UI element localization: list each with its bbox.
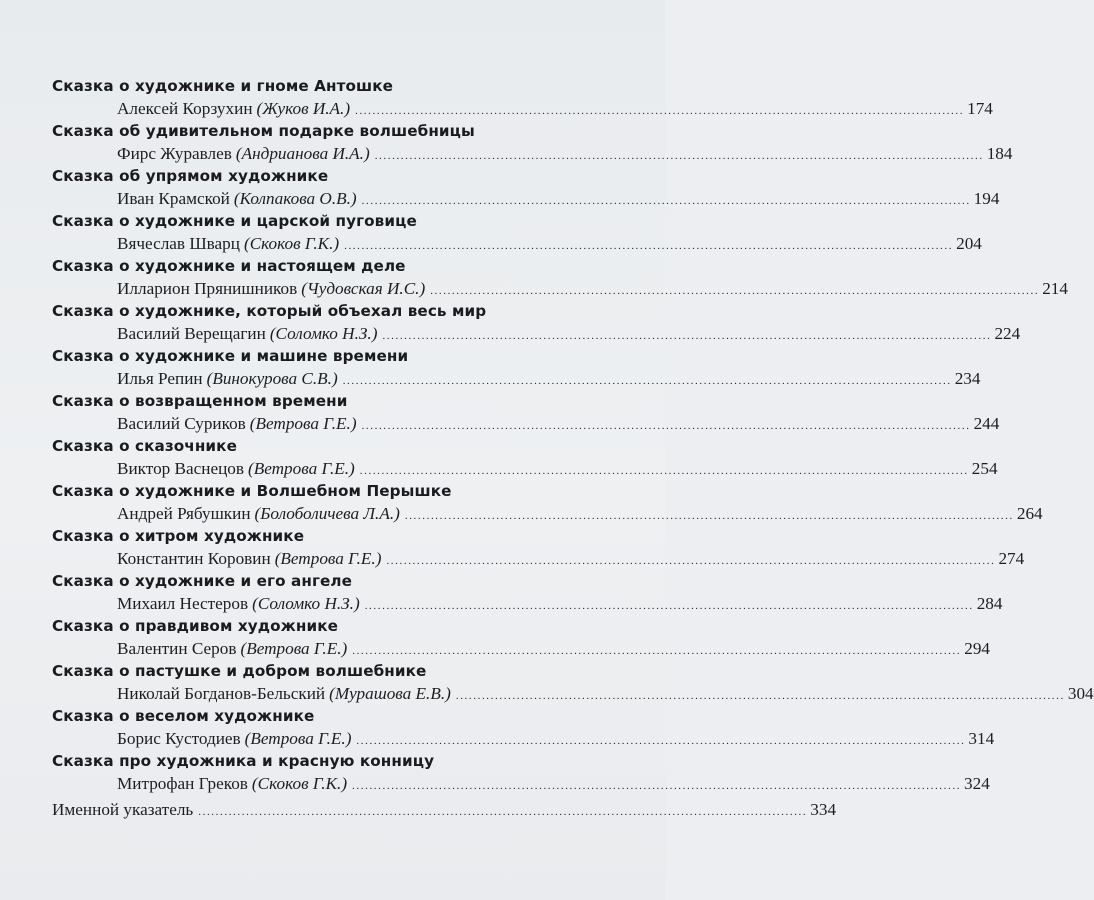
page-number: 304 xyxy=(1067,684,1094,703)
toc-entry xyxy=(52,121,1013,166)
artist-name: Алексей Корзухин xyxy=(117,99,253,118)
artist-name: Андрей Рябушкин xyxy=(117,504,251,523)
entry-line xyxy=(52,637,991,661)
artist-name: Вячеслав Шварц xyxy=(117,234,240,253)
toc-entry xyxy=(52,166,1000,211)
artist-name: Фирс Журавлев xyxy=(117,144,232,163)
dot-leader: ............................................................................................................................................ xyxy=(374,150,984,162)
entry-title: Сказка о художнике и царской пуговице xyxy=(52,212,417,230)
dot-leader: ............................................................................................................................................ xyxy=(382,330,992,342)
entry-line xyxy=(52,547,1025,571)
story-author: (Жуков И.А.) xyxy=(256,99,351,118)
dot-leader: ............................................................................................................................................ xyxy=(356,735,966,747)
entry-line xyxy=(52,232,982,256)
toc-entry xyxy=(52,616,991,661)
story-author: (Андрианова И.А.) xyxy=(235,144,370,163)
story-author: (Ветрова Г.Е.) xyxy=(274,549,382,568)
artist-name: Николай Богданов-Бельский xyxy=(117,684,326,703)
entry-line xyxy=(52,142,1013,166)
story-author: (Ветрова Г.Е.) xyxy=(240,639,348,658)
dot-leader: ............................................................................................................................................ xyxy=(198,806,808,818)
entry-title: Сказка о правдивом художнике xyxy=(52,617,339,635)
dot-leader: ............................................................................................................................................ xyxy=(352,645,962,657)
story-author: (Ветрова Г.Е.) xyxy=(248,459,355,478)
page-number: 234 xyxy=(954,369,981,388)
artist-name: Виктор Васнецов xyxy=(117,459,245,478)
toc-entry xyxy=(52,436,998,481)
toc-entry xyxy=(52,346,981,391)
toc-entry xyxy=(52,256,1068,301)
dot-leader: ............................................................................................................................................ xyxy=(364,600,974,612)
entry-line xyxy=(52,727,995,751)
page-number: 244 xyxy=(973,414,1000,433)
dot-leader: ............................................................................................................................................ xyxy=(430,285,1040,297)
page-number: 274 xyxy=(998,549,1025,568)
page-number: 214 xyxy=(1042,279,1068,298)
toc-entry xyxy=(52,301,1021,346)
entry-title: Сказка об упрямом художнике xyxy=(52,167,329,185)
entry-title: Сказка о художнике и машине времени xyxy=(52,347,409,365)
dot-leader: ............................................................................................................................................ xyxy=(344,240,954,252)
dot-leader: ............................................................................................................................................ xyxy=(361,195,971,207)
story-author: (Чудовская И.С.) xyxy=(301,279,426,298)
page-number: 294 xyxy=(964,639,991,658)
story-author: (Соломко Н.З.) xyxy=(269,324,378,343)
entry-line xyxy=(52,457,998,481)
dot-leader: ............................................................................................................................................ xyxy=(352,780,962,792)
dot-leader: ............................................................................................................................................ xyxy=(359,465,969,477)
toc-entry xyxy=(52,76,993,121)
story-author: (Винокурова С.В.) xyxy=(206,369,338,388)
entry-line xyxy=(52,772,990,796)
story-author: (Ветрова Г.Е.) xyxy=(244,729,352,748)
entry-title: Сказка о художнике и гноме Антошке xyxy=(52,77,394,95)
page-number: 264 xyxy=(1016,504,1043,523)
entry-title: Сказка про художника и красную конницу xyxy=(52,752,435,770)
index-label: Именной указатель xyxy=(52,800,194,819)
entry-line xyxy=(52,97,993,121)
entry-title: Сказка о художнике, который объехал весь мир xyxy=(52,302,487,320)
index-entry xyxy=(52,798,837,822)
entry-line xyxy=(52,412,1000,436)
page-number: 194 xyxy=(973,189,1000,208)
artist-name: Михаил Нестеров xyxy=(117,594,249,613)
page-number: 224 xyxy=(994,324,1021,343)
dot-leader: ............................................................................................................................................ xyxy=(404,510,1014,522)
artist-name: Василий Суриков xyxy=(117,414,246,433)
toc-entry xyxy=(52,526,1025,571)
dot-leader: ............................................................................................................................................ xyxy=(455,690,1065,702)
toc-entry xyxy=(52,706,995,751)
artist-name: Валентин Серов xyxy=(117,639,237,658)
page-number: 204 xyxy=(956,234,982,253)
dot-leader: ............................................................................................................................................ xyxy=(386,555,996,567)
toc-entry xyxy=(52,211,982,256)
story-author: (Болоболичева Л.А.) xyxy=(254,504,400,523)
toc-entry xyxy=(52,751,990,796)
story-author: (Скоков Г.К.) xyxy=(243,234,340,253)
story-author: (Колпакова О.В.) xyxy=(233,189,357,208)
artist-name: Митрофан Греков xyxy=(117,774,248,793)
entry-line xyxy=(52,367,981,391)
artist-name: Константин Коровин xyxy=(117,549,271,568)
entry-title: Сказка о пастушке и добром волшебнике xyxy=(52,662,427,680)
entry-line xyxy=(52,502,1043,526)
story-author: (Мурашова Е.В.) xyxy=(329,684,451,703)
toc-entry xyxy=(52,481,1043,526)
entry-title: Сказка о художнике и настоящем деле xyxy=(52,257,406,275)
page-number: 254 xyxy=(971,459,998,478)
entry-title: Сказка о хитром художнике xyxy=(52,527,305,545)
story-author: (Ветрова Г.Е.) xyxy=(249,414,357,433)
page-number: 324 xyxy=(964,774,990,793)
artist-name: Иван Крамской xyxy=(117,189,230,208)
toc-entry xyxy=(52,661,1094,706)
page-number: 334 xyxy=(810,800,837,819)
entry-title: Сказка о сказочнике xyxy=(52,437,237,455)
entry-line xyxy=(52,277,1068,301)
toc-entry xyxy=(52,571,1003,616)
entry-line xyxy=(52,592,1003,616)
entry-line xyxy=(52,187,1000,211)
dot-leader: ............................................................................................................................................ xyxy=(361,420,971,432)
dot-leader: ............................................................................................................................................ xyxy=(342,375,952,387)
page-number: 184 xyxy=(986,144,1013,163)
story-author: (Соломко Н.З.) xyxy=(252,594,360,613)
entry-title: Сказка об удивительном подарке волшебницы xyxy=(52,122,475,140)
artist-name: Илья Репин xyxy=(117,369,203,388)
entry-title: Сказка о художнике и его ангеле xyxy=(52,572,353,590)
entry-title: Сказка о художнике и Волшебном Перышке xyxy=(52,482,452,500)
artist-name: Борис Кустодиев xyxy=(117,729,241,748)
entry-line xyxy=(52,322,1021,346)
story-author: (Скоков Г.К.) xyxy=(251,774,348,793)
artist-name: Василий Верещагин xyxy=(117,324,266,343)
entry-title: Сказка о возвращенном времени xyxy=(52,392,348,410)
page-number: 174 xyxy=(967,99,993,118)
entry-line xyxy=(52,682,1094,706)
page-number: 314 xyxy=(968,729,995,748)
page-number: 284 xyxy=(976,594,1003,613)
entry-title: Сказка о веселом художнике xyxy=(52,707,315,725)
table-of-contents xyxy=(52,76,1094,822)
toc-entry xyxy=(52,391,1000,436)
artist-name: Илларион Прянишников xyxy=(117,279,298,298)
dot-leader: ............................................................................................................................................ xyxy=(355,105,965,117)
